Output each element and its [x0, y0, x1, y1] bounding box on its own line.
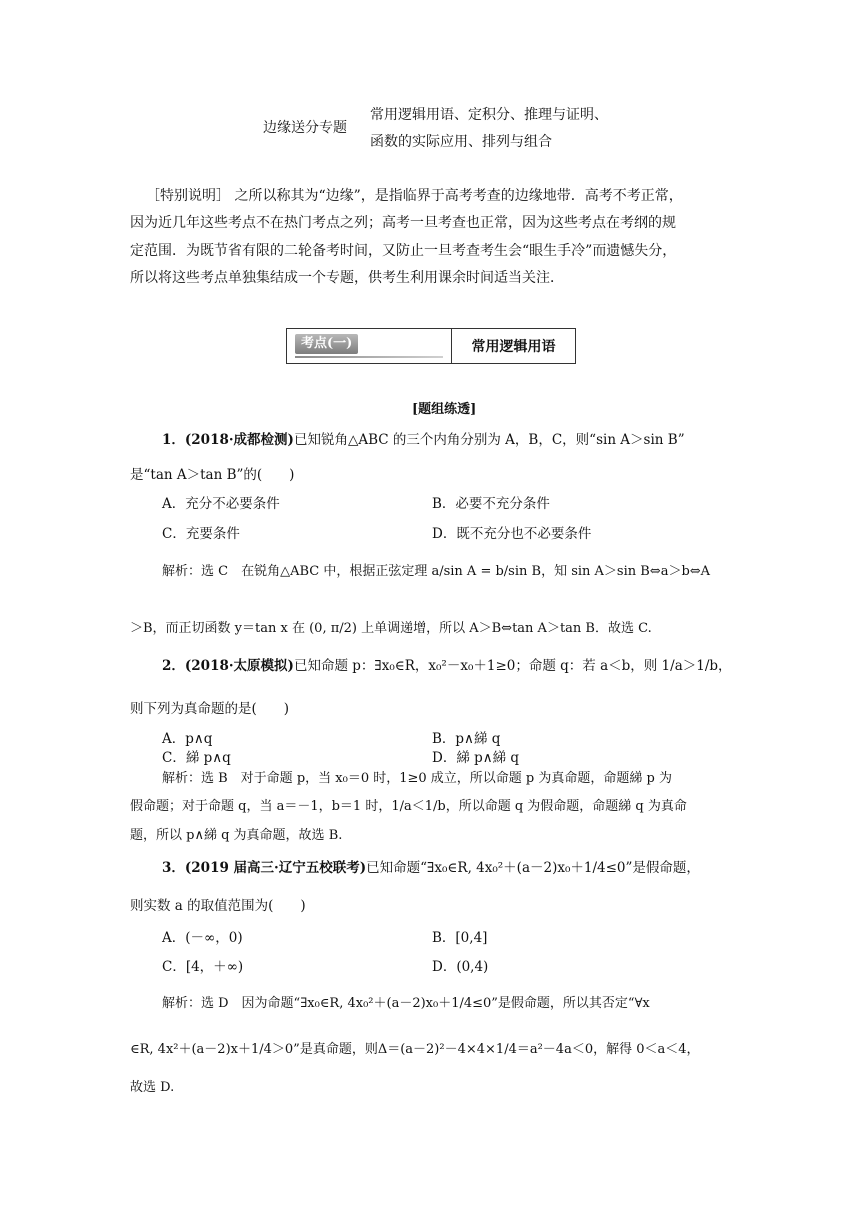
- q3-solution-line-2: ∈R, 4x²＋(a－2)x＋1/4＞0”是真命题，则Δ＝(a－2)²－4×4×1/4＝a²－4a＜0，解得 0＜a＜4，: [130, 1042, 700, 1057]
- q3-stem-line-2: 则实数 a 的取值范围为( ): [130, 898, 306, 914]
- kaodian-underline: [295, 356, 443, 358]
- q2-stem-line-2: 则下列为真命题的是( ): [130, 701, 290, 717]
- q3-option-a: A．(－∞，0): [162, 930, 243, 946]
- q2-option-c: C．綈 p∧q: [162, 750, 231, 766]
- q3-stem: 已知命题“∃x₀∈R, 4x₀²＋(a－2)x₀＋1/4≤0”是假命题，: [366, 860, 700, 876]
- q2-stem: 已知命题 p：∃x₀∈R，x₀²－x₀＋1≥0；命题 q：若 a＜b，则 1/a＞1/b，: [293, 658, 732, 674]
- q1-solution-line-2: ＞B，而正切函数 y＝tan x 在 (0, π/2) 上单调递增，所以 A＞B⇔tan A＞tan B．故选 C.: [130, 621, 652, 636]
- q2-stem-line-1: [162, 654, 732, 674]
- topic-title-line-2: 函数的实际应用、排列与组合: [370, 134, 552, 150]
- intro-line-1: ［特别说明］ 之所以称其为“边缘”，是指临界于高考考查的边缘地带．高考不考正常，: [146, 188, 683, 204]
- intro-line-2: 因为近几年这些考点不在热门考点之列；高考一旦考查也正常，因为这些考点在考纲的规: [130, 215, 676, 231]
- q2-source: 2．(2018·太原模拟): [162, 658, 294, 674]
- kaodian-tag: [287, 329, 452, 363]
- intro-line-3: 定范围．为既节省有限的二轮备考时间，又防止一旦考查考生会“眼生手冷”而遗憾失分，: [130, 243, 677, 259]
- q1-option-c: C．充要条件: [162, 526, 240, 542]
- q2-option-d: D．綈 p∧綈 q: [432, 750, 520, 766]
- q3-stem-line-1: [162, 856, 700, 876]
- q3-option-c: C．[4，＋∞): [162, 959, 244, 975]
- q1-option-b: B．必要不充分条件: [432, 496, 550, 512]
- kaodian-label: 常用逻辑用语: [471, 339, 556, 355]
- q3-option-b: B．[0,4]: [432, 930, 488, 946]
- kaodian-badge: [286, 328, 576, 364]
- q3-solution-line-1: 解析：选 D 因为命题“∃x₀∈R, 4x₀²＋(a－2)x₀＋1/4≤0”是假命题，所以其否定“∀x: [162, 996, 650, 1011]
- q1-option-d: D．既不充分也不必要条件: [432, 526, 592, 542]
- q1-stem: 已知锐角△ABC 的三个内角分别为 A，B，C，则“sin A＞sin B”: [293, 432, 685, 448]
- q1-source: 1．(2018·成都检测): [162, 432, 294, 448]
- section-heading: [题组练透]: [412, 402, 477, 417]
- q1-stem-line-1: [162, 428, 685, 448]
- q1-stem-line-2: 是“tan A＞tan B”的( ): [130, 467, 295, 483]
- intro-line-4: 所以将这些考点单独集结成一个专题，供考生利用课余时间适当关注．: [130, 270, 564, 286]
- q2-solution-line-2: 假命题；对于命题 q，当 a＝－1，b＝1 时，1/a＜1/b，所以命题 q 为假命题，命题綈 q 为真命: [130, 799, 687, 814]
- q3-source: 3．(2019 届高三·辽宁五校联考): [162, 860, 367, 876]
- topic-title-left: 边缘送分专题: [263, 120, 347, 136]
- q1-solution-line-1: 解析：选 C 在锐角△ABC 中，根据正弦定理 a/sin A = b/sin B，知 sin A＞sin B⇔a＞b⇔A: [162, 564, 711, 579]
- q2-option-b: B．p∧綈 q: [432, 731, 501, 747]
- q2-option-a: A．p∧q: [162, 731, 213, 747]
- q2-solution-line-1: 解析：选 B 对于命题 p，当 x₀＝0 时，1≥0 成立，所以命题 p 为真命题，命题綈 p 为: [162, 771, 672, 786]
- q2-solution-line-3: 题，所以 p∧綈 q 为真命题，故选 B.: [130, 828, 343, 843]
- q3-solution-line-3: 故选 D.: [130, 1080, 175, 1095]
- q1-option-a: A．充分不必要条件: [162, 496, 280, 512]
- kaodian-chip: 考点(一): [295, 334, 358, 354]
- q3-option-d: D．(0,4): [432, 959, 489, 975]
- topic-title-line-1: 常用逻辑用语、定积分、推理与证明、: [370, 107, 608, 123]
